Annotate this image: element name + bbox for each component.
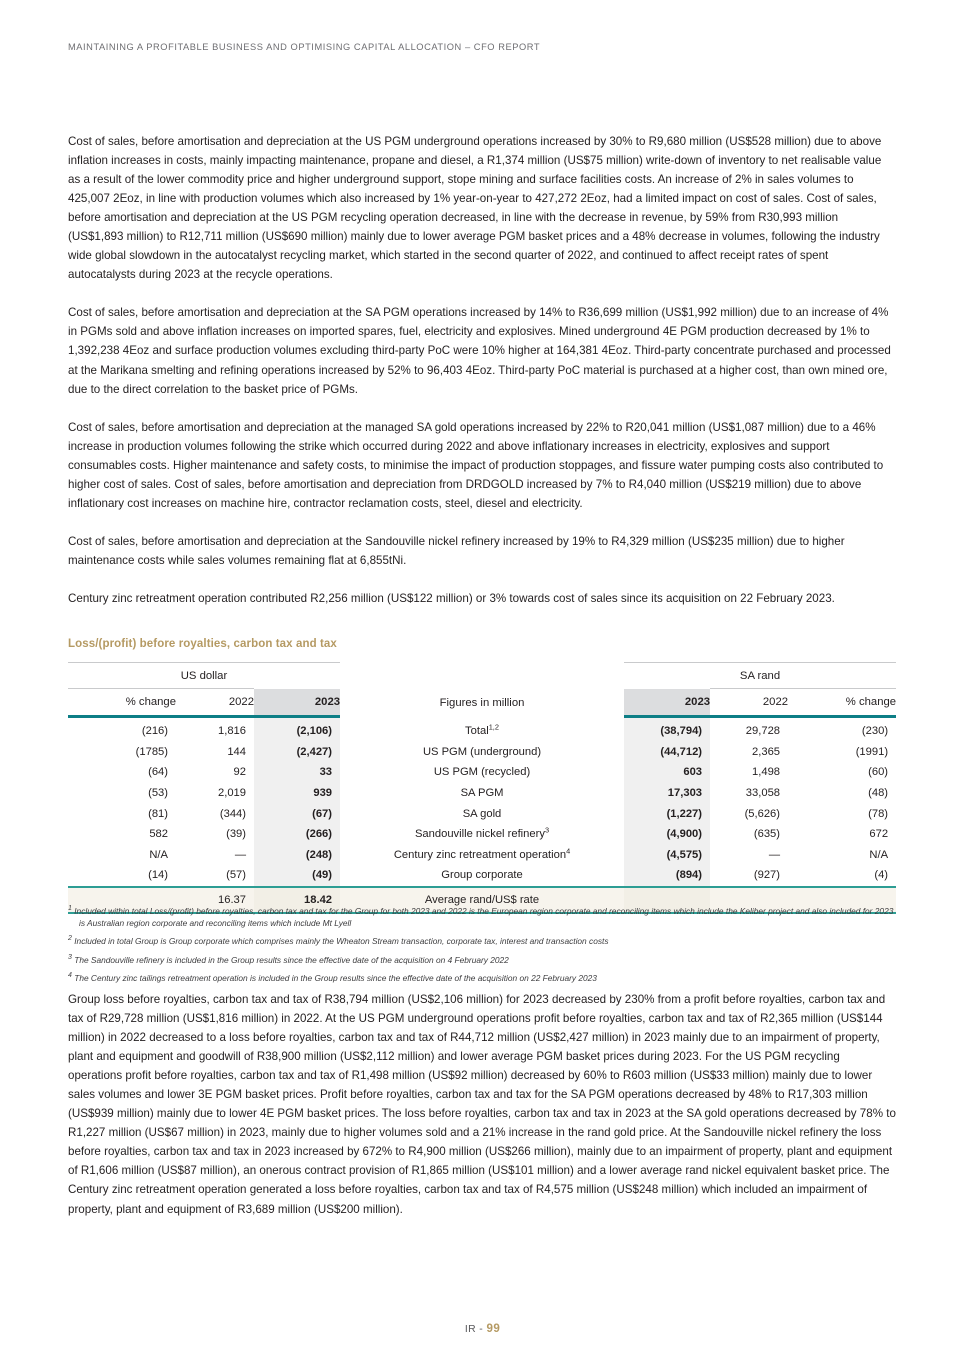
group-header-spacer [340,663,624,689]
cell-usd-2023: 33 [254,762,340,783]
cell-zar-pct: 672 [869,828,889,841]
cell-zar-2022: (635) [753,828,781,841]
cell-zar-2022: (927) [753,869,781,882]
column-header-pct-change-zar: % change [788,689,896,717]
footnote-item [68,903,896,929]
cell-usd-2023: (2,427) [254,742,340,763]
page-footer-prefix: IR - [464,1324,484,1335]
footnote-text: The Century zinc tailings retreatment operation is included in the Group results since the effective date of the acquisition on 22 February 2023 [74,973,597,983]
column-header-figures-in-million: Figures in million [439,696,525,709]
table-row [68,717,896,742]
cell-zar-2022: — [768,848,781,861]
table-row [68,803,896,824]
cell-zar-2022: 33,058 [745,787,781,800]
column-header-2023-zar: 2023 [624,689,710,717]
cell-usd-2022: (39) [226,828,246,841]
footnote-marker: 1,2 [488,721,499,731]
loss-profit-table [68,662,896,914]
cell-row-label [340,762,624,783]
page-number: 99 [486,1322,501,1335]
cell-usd-2022: 144 [227,745,246,758]
cell-zar-pct: (1991) [855,745,889,758]
cell-zar-2022: 29,728 [745,725,781,738]
cell-zar-pct: (60) [868,766,889,779]
cell-usd-2023: (248) [254,845,340,866]
table-group-header-row [68,663,896,689]
row-label-text: US PGM (recycled) [433,766,531,779]
cell-zar-pct: (48) [868,787,889,800]
cell-usd-2022: (344) [219,807,246,820]
cell-row-label [340,742,624,763]
footnote-mark: 3 [68,953,72,961]
footnote-marker: 4 [566,846,571,856]
cell-usd-pct: 582 [149,828,168,841]
cell-usd-pct: (1785) [135,745,168,758]
cell-zar-2023: (4,575) [624,845,710,866]
table-row [68,845,896,866]
cell-usd-2022: (57) [226,869,246,882]
footnote-mark: 2 [68,935,72,943]
footnote-item [68,952,896,966]
cell-usd-pct: (53) [148,787,168,800]
table-title: Loss/(profit) before royalties, carbon tax and tax [68,638,337,650]
paragraph-us-pgm-cost-of-sales: Cost of sales, before amortisation and depreciation at the US PGM underground operations increased by 30% to R9,680 million (US$528 million) due to above inflation increases in costs, mainly impacting maintenance, propane and diesel, a R1,374 million (US$75 million) write-down of inventory to net realisable value as a result of the lower commodity price and higher underground support, stope mining and surface facilities costs. An increase of 2% in sales volumes to 425,007 2Eoz, in line with production volumes which also increased by 1% year-on-year to 427,272 2Eoz, had a limited impact on cost of sales. Cost of sales, before amortisation and depreciation at the US PGM recycling operation decreased, in line with the decrease in revenue, by 59% from R30,993 million (US$1,893 million) to R12,711 million (US$690 million) mainly due to lower average PGM basket prices and a 48% decrease in volumes, following the industry wide global slowdown in the autocatalyst recycling market, which started in the second quarter of 2022, and continued to affect receipt rates of spent autocatalysts during 2023 at the recycle operations. [68,135,882,282]
cell-row-label [340,717,624,742]
cell-row-label [340,865,624,887]
page-footer [0,1322,965,1335]
row-label-text: Sandouville nickel refinery [414,828,545,841]
cell-usd-2023: (49) [254,865,340,887]
cell-usd-pct: (64) [148,766,168,779]
cell-usd-pct: N/A [149,848,168,861]
footnote-mark: 1 [68,905,72,912]
cell-zar-2023: (4,900) [624,824,710,845]
table-body [68,717,896,913]
footnote-item [68,933,896,947]
cell-zar-2022: (5,626) [744,807,781,820]
cell-zar-pct: N/A [869,848,889,861]
body-text-top [68,132,896,608]
cell-zar-pct: (78) [868,807,889,820]
cell-usd-2023: (2,106) [254,717,340,742]
cell-usd-2022: 92 [233,766,246,779]
cell-zar-2023: 603 [624,762,710,783]
cell-zar-2022: 1,498 [752,766,781,779]
cell-row-label [340,845,624,866]
cell-zar-2023: (1,227) [624,803,710,824]
cell-usd-2023: 939 [254,783,340,804]
cell-avg-label: Average rand/US$ rate [340,887,624,913]
footnote-marker: 3 [544,825,550,835]
cell-usd-2022: 2,019 [218,787,246,800]
row-label-text: Total [465,724,489,737]
cell-zar-2023: (894) [624,865,710,887]
paragraph-century-zinc-cost-of-sales: Century zinc retreatment operation contributed R2,256 million (US$122 million) or 3% towards cost of sales since its acquisition on 22 February 2023. [68,591,835,605]
row-label-text: SA gold [462,807,502,820]
paragraph-group-loss-summary: Group loss before royalties, carbon tax and tax of R38,794 million (US$2,106 million) for 2023 decreased by 230% from a profit before royalties, carbon tax and tax of R29,728 million (US$1,816 million) in 2022. At the US PGM underground operations profit before royalties, carbon tax and tax of R2,365 million (US$144 million) in 2022 decreased to a loss before royalties, carbon tax and tax of R44,712 million (US$2,427 million) in 2023 mainly due to an impairment of property, plant and equipment and goodwill of R38,900 million (US$2,112 million) and lower average PGM basket prices during 2023. For the US PGM recycling operations profit before royalties, carbon tax and tax of R1,498 million (US$92 million) decreased by 60% to R603 million (US$33 million) mainly due to lower sales volumes and lower 3E PGM basket prices. Profit before royalties, carbon tax and tax for the SA PGM operations decreased by 48% to R17,303 million (US$939 million) mainly due to lower 4E PGM basket prices. The loss before royalties, carbon tax and tax in 2023 at the SA gold operations decreased by 78% to R1,227 million (US$67 million) in 2023, mainly due to higher volumes sold and a 21% increase in the rand gold price. At the Sandouville nickel refinery the loss before royalties, carbon tax and tax in 2023 increased by 672% to R4,900 million (US$266 million), mainly due to an impairment of property, plant and equipment of R1,606 million (US$87 million), an onerous contract provision of R1,865 million (US$101 million) and a lower average rand nickel equivalent basket price. The Century zinc retreatment operation generated a loss before royalties, carbon tax and tax of R4,575 million (US$248 million) which included an impairment of property, plant and equipment of R3,689 million (US$200 million). [68,993,896,1216]
paragraph-sa-pgm-cost-of-sales: Cost of sales, before amortisation and depreciation at the SA PGM operations increased by 14% to R36,699 million (US$1,992 million) due to an increase of 4% in PGMs sold and above inflation increases on imported spares, fuel, electricity and explosives. Mined underground 4E PGM production decreased by 1% to 1,392,238 4Eoz and surface production volumes excluding third-party PoC were 10% higher at 164,381 4Eoz. Third-party concentrate purchased and processed at the Marikana smelting and refining operations increased by 52% to 96,403 4Eoz. Third-party PoC material is purchased at a higher cost, than own mined ore, due to the direct correlation to the basket price of PGMs. [68,306,891,396]
table-row [68,742,896,763]
column-header-2022-zar: 2022 [710,689,788,717]
table-row [68,762,896,783]
row-label-text: US PGM (underground) [422,745,542,758]
table-footnotes [68,903,896,989]
column-header-2023-usd: 2023 [254,689,340,717]
cell-usd-2022: 1,816 [218,725,246,738]
paragraph-sandouville-cost-of-sales: Cost of sales, before amortisation and depreciation at the Sandouville nickel refinery increased by 19% to R4,329 million (US$235 million) due to higher maintenance costs while sales volumes remaining flat at 6,855tNi. [68,534,845,567]
cell-avg-usd-2023: 18.42 [254,887,340,913]
body-text-bottom [68,990,896,1219]
footnote-text: Included within total Loss/(profit) before royalties, carbon tax and tax for the Group for both 2023 and 2022 is the European region corporate and reconciling items which include the Keliber project and also included for 2023 is Australian region corporate and reconciling items which include Mt Lyell [74,905,894,928]
cell-usd-pct: (216) [141,725,168,738]
cell-zar-2022: 2,365 [752,745,781,758]
table-row [68,783,896,804]
cell-row-label [340,824,624,845]
column-header-pct-change-usd: % change [68,689,176,717]
row-label-text: SA PGM [460,787,504,800]
footnote-text: Included in total Group is Group corporate which comprises mainly the Wheaton Stream transaction, corporate tax, interest and transaction costs [74,936,609,947]
cell-row-label [340,783,624,804]
table-row [68,865,896,887]
paragraph-sa-gold-cost-of-sales: Cost of sales, before amortisation and depreciation at the managed SA gold operations increased by 22% to R20,041 million (US$1,087 million) due to a 46% increase in production volumes following the strike which occurred during 2022 and above inflationary increases in electricity, explosives and support consumables costs. Higher maintenance and safety costs, to minimise the impact of production stoppages, and fissure water pumping costs also contributed to higher cost of sales. Cost of sales, before amortisation and depreciation from DRDGOLD increased by 7% to R4,040 million (US$219 million) due to above inflationary cost increases on machine hire, contractor reclamation costs, steel, diesel and electricity. [68,420,884,510]
cell-usd-2023: (67) [254,803,340,824]
running-header: MAINTAINING A PROFITABLE BUSINESS AND OPTIMISING CAPITAL ALLOCATION – CFO REPORT [68,42,541,52]
cell-zar-2023: (44,712) [624,742,710,763]
table-row [68,824,896,845]
row-label-text: Group corporate [441,869,523,882]
footnote-text: The Sandouville refinery is included in the Group results since the effective date of the acquisition on 4 February 2022 [74,954,509,965]
cell-zar-pct: (230) [861,725,889,738]
cell-zar-pct: (4) [874,869,889,882]
cell-usd-2023: (266) [254,824,340,845]
cell-zar-2023: 17,303 [624,783,710,804]
cell-usd-pct: (14) [148,869,168,882]
cell-usd-2022: — [234,848,246,861]
row-label-text: Century zinc retreatment operation [393,848,567,861]
group-header-sa-rand: SA rand [624,663,896,689]
footnote-mark: 4 [68,972,72,980]
cell-zar-2023: (38,794) [624,717,710,742]
footnote-item [68,970,896,984]
cell-row-label [340,803,624,824]
table-column-header-row [68,689,896,717]
cell-avg-usd-2022: 16.37 [176,887,254,913]
column-header-2022-usd: 2022 [176,689,254,717]
financial-table-block [68,638,896,914]
cell-usd-pct: (81) [148,807,168,820]
group-header-us-dollar: US dollar [68,663,340,689]
